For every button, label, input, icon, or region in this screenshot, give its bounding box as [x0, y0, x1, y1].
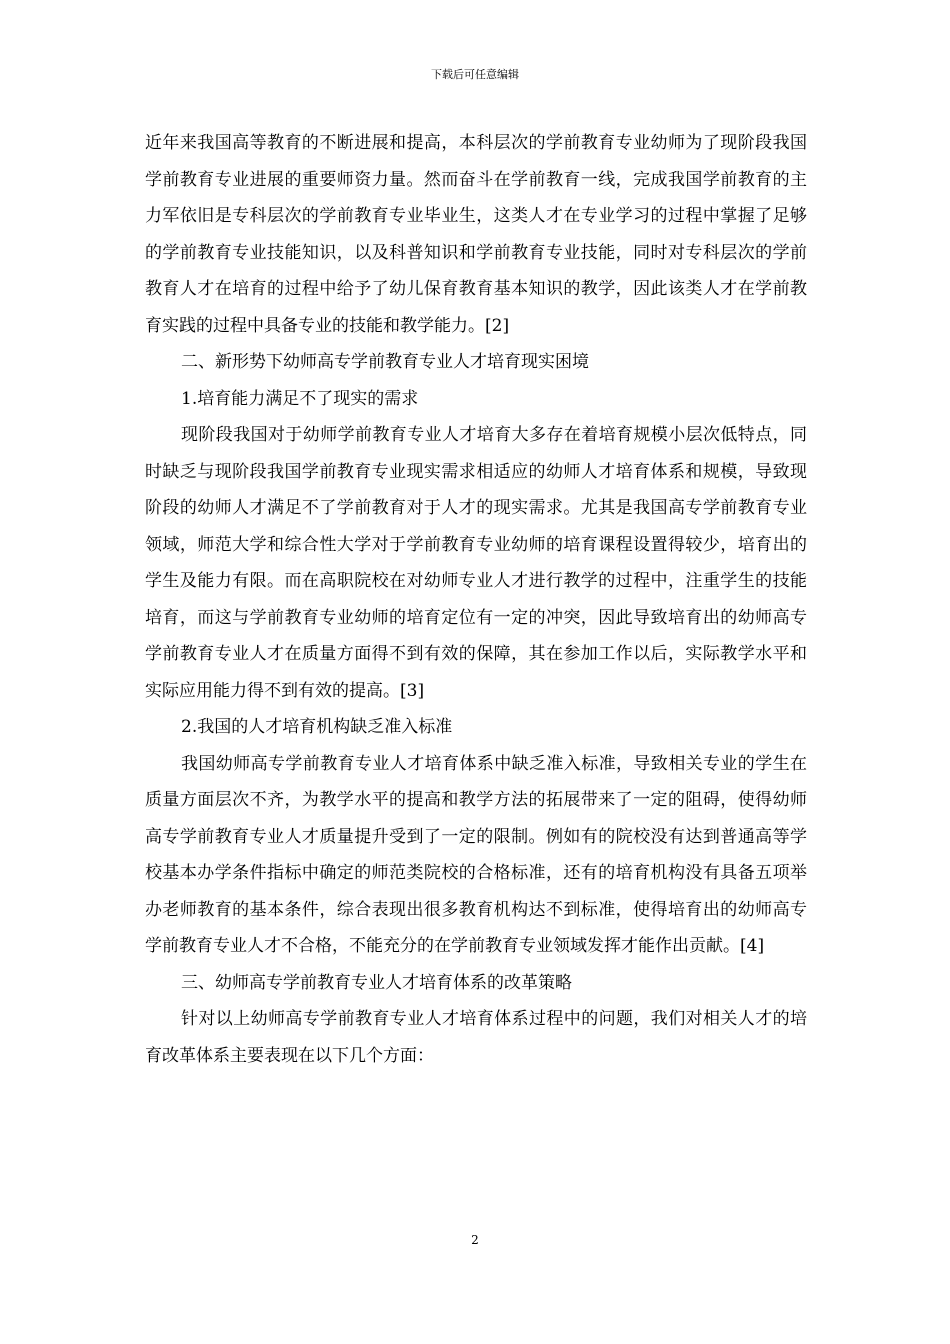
page-number: 2 — [471, 1233, 479, 1247]
paragraph-reform-intro: 针对以上幼师高专学前教育专业人才培育体系过程中的问题，我们对相关人才的培育改革体系主要表现在以下几个方面： — [145, 1009, 807, 1066]
paragraph-intro: 近年来我国高等教育的不断进展和提高，本科层次的学前教育专业幼师为了现阶段我国学前教育专业进展的重要师资力量。然而奋斗在学前教育一线，完成我国学前教育的主力军依旧是专科层次的学前教育专业毕业生，这类人才在专业学习的过程中掌握了足够的学前教育专业技能知识，以及科普知识和学前教育专业技能，同时对专科层次的学前教育人才在培育的过程中给予了幼儿保育教育基本知识的教学，因此该类人才在学前教育实践的过程中具备专业的技能和教学能力。[2] — [145, 133, 807, 336]
paragraph-training-capacity: 现阶段我国对于幼师学前教育专业人才培育大多存在着培育规模小层次低特点，同时缺乏与现阶段我国学前教育专业现实需求相适应的幼师人才培育体系和规模，导致现阶段的幼师人才满足不了学前教育对于人才的现实需求。尤其是我国高专学前教育专业领域，师范大学和综合性大学对于学前教育专业幼师的培育课程设置得较少，培育出的学生及能力有限。而在高职院校在对幼师专业人才进行教学的过程中，注重学生的技能培育，而这与学前教育专业幼师的培育定位有一定的冲突，因此导致培育出的幼师高专学前教育专业人才在质量方面得不到有效的保障，其在参加工作以后，实际教学水平和实际应用能力得不到有效的提高。[3] — [145, 425, 807, 701]
paragraph-access-standards: 我国幼师高专学前教育专业人才培育体系中缺乏准入标准，导致相关专业的学生在质量方面层次不齐，为教学水平的提高和教学方法的拓展带来了一定的阻碍，使得幼师高专学前教育专业人才质量提升受到了一定的限制。例如有的院校没有达到普通高等学校基本办学条件指标中确定的师范类院校的合格标准，还有的培育机构没有具备五项举办老师教育的基本条件，综合表现出很多教育机构达不到标准，使得培育出的幼师高专学前教育专业人才不合格，不能充分的在学前教育专业领域发挥才能作出贡献。[4] — [145, 753, 807, 956]
section-heading-3: 三、幼师高专学前教育专业人才培育体系的改革策略 — [181, 972, 572, 993]
document-body — [145, 125, 807, 1074]
subsection-heading-2-2: 2.我国的人才培育机构缺乏准入标准 — [181, 717, 453, 737]
page-header: 下载后可任意编辑 — [431, 68, 519, 81]
section-heading-2: 二、新形势下幼师高专学前教育专业人才培育现实困境 — [181, 352, 589, 372]
subsection-heading-2-1: 1.培育能力满足不了现实的需求 — [181, 388, 419, 409]
